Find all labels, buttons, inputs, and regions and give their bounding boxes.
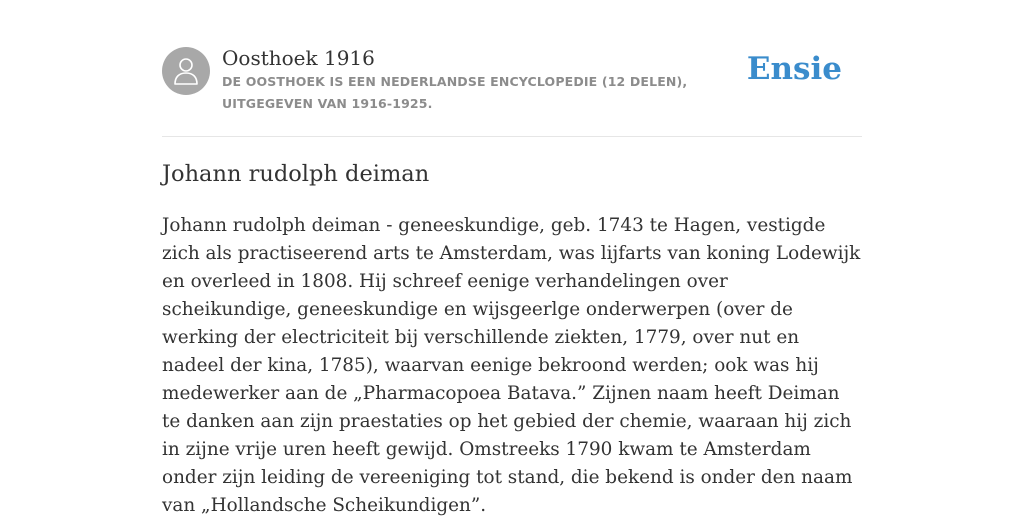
page [162,0,862,516]
avatar[interactable] [162,47,210,95]
article-title: Johann rudolph deiman [162,161,430,187]
source-description: DE OOSTHOEK IS EEN NEDERLANDSE ENCYCLOPEDIE (12 DELEN), UITGEGEVEN VAN 1916-1925. [222,74,688,111]
source-title[interactable]: Oosthoek 1916 [222,46,375,70]
source-header [162,0,862,137]
ensie-logo[interactable]: Ensie [746,51,842,87]
user-icon [174,57,198,85]
article-body: Johann rudolph deiman - geneeskundige, geb. 1743 te Hagen, vestigde zich als practiseerend arts te Amsterdam, was lijfarts van koning Lodewijk en overleed in 1808. Hij schreef eenige verhandelingen over scheikundige, geneeskundige en wijsgeerlge onderwerpen (over de werking der electriciteit bij verschillende ziekten, 1779, over nut en nadeel der kina, 1785), waarvan eenige bekroond werden; ook was hij medewerker aan de „Pharmacopoea Batava.” Zijnen naam heeft Deiman te danken aan zijn praestaties op het gebied der chemie, waaraan hij zich in zijne vrije uren heeft gewijd. Omstreeks 1790 kwam te Amsterdam onder zijn leiding de vereeniging tot stand, die bekend is onder den naam van „Hollandsche Scheikundigen”. [162,215,861,516]
